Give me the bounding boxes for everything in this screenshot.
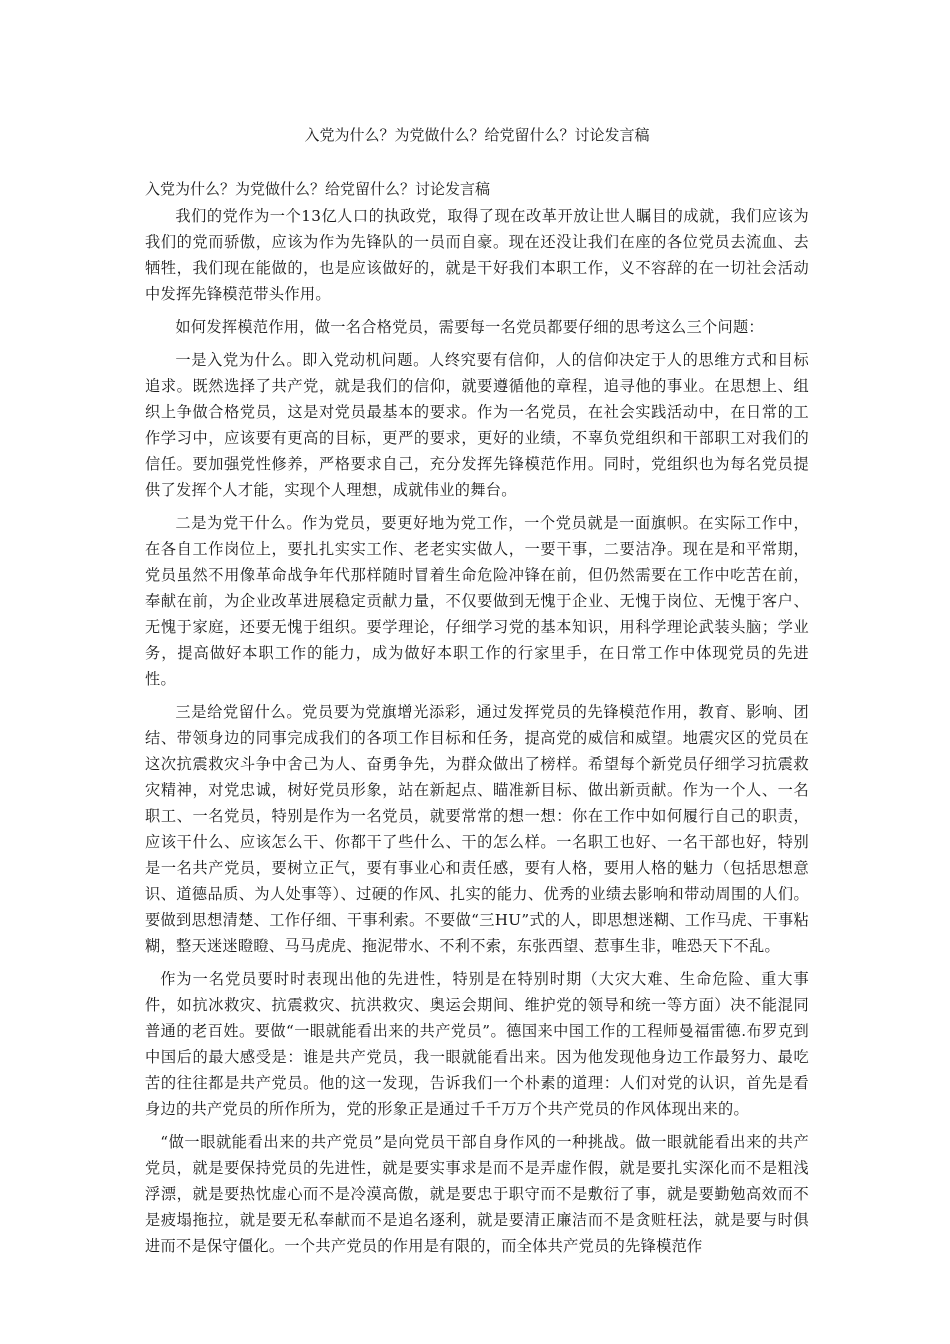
paragraph-what-to-do: 二是为党干什么。作为党员，要更好地为党工作，一个党员就是一面旗帜。在实际工作中，在各自工作岗位上，要扎扎实实工作、老老实实做人，一要干事，二要洁净。现在是和平常期，党员虽然不用像革命战争年代那样随时冒着生命危险冲锋在前，但仍然需要在工作中吃苦在前，奉献在前，为企业改革进展稳定贡献力量，不仅要做到无愧于企业、无愧于岗位、无愧于客户、无愧于家庭，还要无愧于组织。要学理论，仔细学习党的基本知识，用科学理论武装头脑；学业务，提高做好本职工作的能力，成为做好本职工作的行家里手，在日常工作中体现党员的先进性。	[145, 514, 809, 688]
paragraph-what-to-leave: 三是给党留什么。党员要为党旗增光添彩，通过发挥党员的先锋模范作用，教育、影响、团结、带领身边的同事完成我们的各项工作目标和任务，提高党的威信和威望。地震灾区的党员在这次抗震救灾斗争中舍己为人、奋勇争先，为群众做出了榜样。希望每个新党员仔细学习抗震救灾精神，对党忠诚，树好党员形象，站在新起点、瞄准新目标、做出新贡献。作为一个人、一名职工、一名党员，特别是作为一名党员，就要常常的想一想：你在工作中如何履行自己的职责，应该干什么、应该怎么干、你都干了些什么、干的怎么样。一名职工也好、一名干部也好，特别是一名共产党员，要树立正气，要有事业心和责任感，要有人格，要用人格的魅力（包括思想意识、道德品质、为人处事等）、过硬的作风、扎实的能力、优秀的业绩去影响和带动周围的人们。要做到思想清楚、工作仔细、干事利索。不要做“三HU”式的人，即思想迷糊、工作马虎、干事粘糊，整天迷迷瞪瞪、马马虎虎、拖泥带水、不利不索，东张西望、惹事生非，唯恐天下不乱。	[145, 703, 809, 955]
document-title: 入党为什么？为党做什么？给党留什么？讨论发言稿	[304, 126, 650, 144]
paragraph-question: 如何发挥模范作用，做一名合格党员，需要每一名党员都要仔细的思考这么三个问题：	[175, 318, 764, 336]
paragraph-intro: 我们的党作为一个13亿人口的执政党，取得了现在改革开放让世人瞩目的成就，我们应该为我们的党而骄傲，应该为作为先锋队的一员而自豪。现在还没让我们在座的各位党员去流血、去牺牲，我们现在能做的，也是应该做好的，就是干好我们本职工作，义不容辞的在一切社会活动中发挥先锋模范带头作用。	[145, 207, 809, 303]
paragraph-why-join: 一是入党为什么。即入党动机问题。人终究要有信仰，人的信仰决定于人的思维方式和目标追求。既然选择了共产党，就是我们的信仰，就要遵循他的章程，追寻他的事业。在思想上、组织上争做合格党员，这是对党员最基本的要求。作为一名党员，在社会实践活动中，在日常的工作学习中，应该要有更高的目标，更严的要求，更好的业绩，不辜负党组织和干部职工对我们的信任。要加强党性修养，严格要求自己，充分发挥先锋模范作用。同时，党组织也为每名党员提供了发挥个人才能，实现个人理想，成就伟业的舞台。	[145, 351, 809, 499]
document-subtitle: 入党为什么？为党做什么？给党留什么？讨论发言稿	[145, 180, 491, 198]
paragraph-visible-member: “做一眼就能看出来的共产党员”是向党员干部自身作风的一种挑战。做一眼就能看出来的共产党员，就是要保持党员的先进性，就是要实事求是而不是弄虚作假，就是要扎实深化而不是粗浅浮漂，就是要热忱虚心而不是冷漠高傲，就是要忠于职守而不是敷衍了事，就是要勤勉高效而不是疲塌拖拉，就是要无私奉献而不是追名逐利，就是要清正廉洁而不是贪赃枉法，就是要与时俱进而不是保守僵化。一个共产党员的作用是有限的，而全体共产党员的先锋模范作	[145, 1133, 809, 1255]
paragraph-vanguard: 作为一名党员要时时表现出他的先进性，特别是在特别时期（大灾大难、生命危险、重大事件，如抗冰救灾、抗震救灾、抗洪救灾、奥运会期间、维护党的领导和统一等方面）决不能混同普通的老百姓。要做“一眼就能看出来的共产党员”。德国来中国工作的工程师曼福雷德.布罗克到中国后的最大感受是：谁是共产党员，我一眼就能看出来。因为他发现他身边工作最努力、最吃苦的往往都是共产党员。他的这一发现，告诉我们一个朴素的道理：人们对党的认识，首先是看身边的共产党员的所作所为，党的形象正是通过千千万万个共产党员的作风体现出来的。	[145, 970, 809, 1118]
document-page	[145, 120, 809, 1259]
